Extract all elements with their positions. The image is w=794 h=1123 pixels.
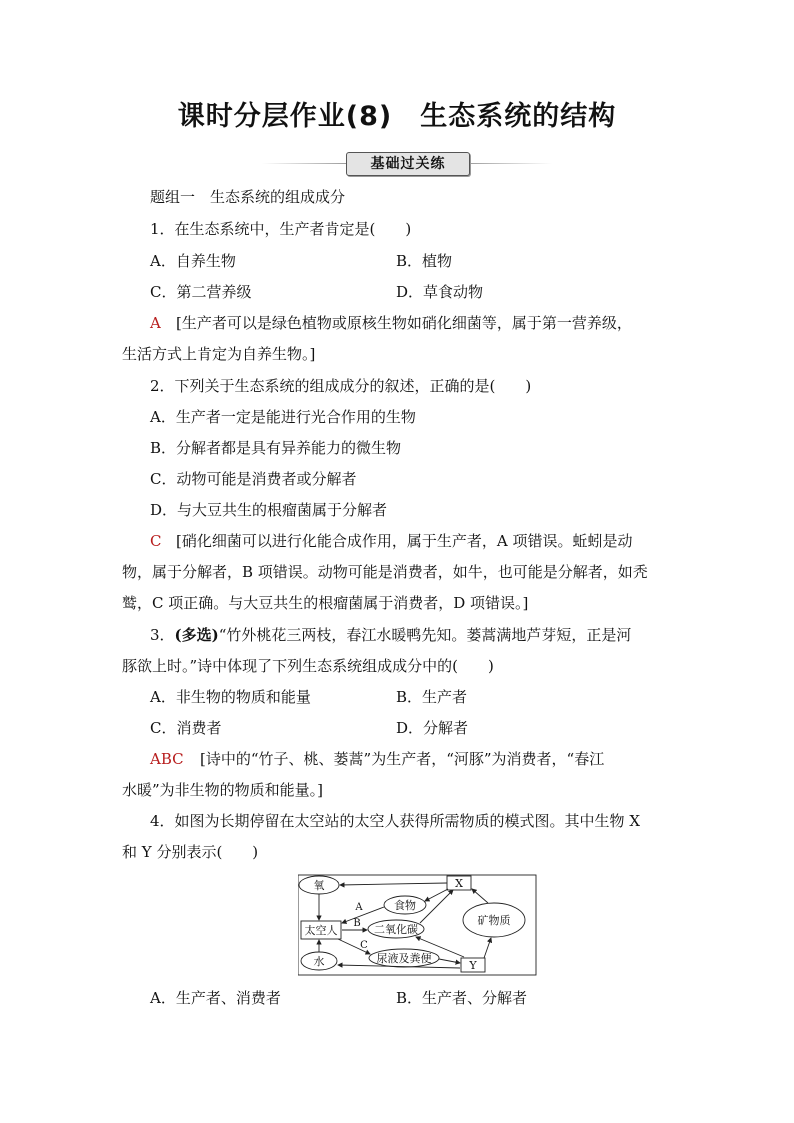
q1-option-d: D．草食动物 xyxy=(396,283,484,301)
q4-option-a: A．生产者、消费者 xyxy=(150,989,281,1007)
oxygen-label: 氧 xyxy=(313,879,325,892)
food-label: 食物 xyxy=(394,899,416,912)
y-label: Y xyxy=(469,959,477,972)
section-banner xyxy=(262,152,552,176)
q1-explanation-2: 生活方式上肯定为自养生物。] xyxy=(122,345,316,363)
arrow-waste-to-y xyxy=(439,959,460,963)
arrow-minerals-to-x xyxy=(472,889,488,903)
q3-option-d: D．分解者 xyxy=(396,719,469,737)
q1-answer: A xyxy=(150,314,161,332)
q3-multi-select-tag: (多选) xyxy=(174,626,219,644)
q3-stem-line-2: 豚欲上时。”诗中体现了下列生态系统组成成分中的( ) xyxy=(122,657,494,675)
x-label: X xyxy=(455,877,463,890)
q2-explanation-1: [硝化细菌可以进行化能合成作用，属于生产者，A 项错误。蚯蚓是动 xyxy=(176,532,633,550)
q2-stem: 2．下列关于生态系统的组成成分的叙述，正确的是( ) xyxy=(150,377,532,395)
q3-option-b: B．生产者 xyxy=(396,688,468,706)
minerals-label: 矿物质 xyxy=(477,914,511,927)
q4-option-b: B．生产者、分解者 xyxy=(396,989,528,1007)
q3-stem xyxy=(150,625,631,645)
arrow-x-to-food xyxy=(425,889,448,901)
q3-answer: ABC xyxy=(150,750,184,768)
q3-explanation-2: 水暖”为非生物的物质和能量。] xyxy=(122,781,324,799)
q2-answer: C xyxy=(150,532,162,550)
page-title: 课时分层作业(8) 生态系统的结构 xyxy=(177,101,617,132)
arrow-label-b: B xyxy=(353,918,361,929)
q1-option-a: A．自养生物 xyxy=(150,252,236,270)
water-label: 水 xyxy=(313,955,325,968)
arrow-x-to-oxygen xyxy=(340,883,447,885)
arrow-y-to-water xyxy=(338,965,460,968)
q1-option-c: C．第二营养级 xyxy=(150,283,252,301)
arrow-food-to-astronaut xyxy=(342,907,384,923)
q1-option-b: B．植物 xyxy=(396,252,453,270)
q2-option-b: B．分解者都是具有异养能力的微生物 xyxy=(150,439,402,457)
q1-explanation-1: [生产者可以是绿色植物或原核生物如硝化细菌等，属于第一营养级， xyxy=(176,314,632,332)
banner-label: 基础过关练 xyxy=(346,152,470,176)
q4-stem: 4．如图为长期停留在太空站的太空人获得所需物质的模式图。其中生物 X xyxy=(150,812,640,830)
q2-explanation-3: 鹫，C 项正确。与大豆共生的根瘤菌属于消费者，D 项错误。] xyxy=(122,594,529,612)
section-heading: 题组一 生态系统的组成成分 xyxy=(150,188,346,206)
q4-diagram xyxy=(298,873,538,979)
q3-stem-text: “竹外桃花三两枝，春江水暖鸭先知。蒌蒿满地芦芽短，正是河 xyxy=(218,626,632,644)
q2-option-c: C．动物可能是消费者或分解者 xyxy=(150,470,357,488)
q4-stem-line-2: 和 Y 分别表示( ) xyxy=(122,843,259,861)
q3-option-a: A．非生物的物质和能量 xyxy=(150,688,311,706)
q3-option-c: C．消费者 xyxy=(150,719,222,737)
q3-number: 3． xyxy=(150,626,175,644)
waste-label: 尿液及粪便 xyxy=(376,952,432,965)
arrow-y-to-minerals xyxy=(484,938,491,958)
arrow-label-c: C xyxy=(360,940,368,951)
q2-explanation-2: 物，属于分解者，B 项错误。动物可能是消费者，如牛，也可能是分解者，如秃 xyxy=(122,563,648,581)
q2-option-a: A．生产者一定是能进行光合作用的生物 xyxy=(150,408,416,426)
q2-option-d: D．与大豆共生的根瘤菌属于分解者 xyxy=(150,501,388,519)
q1-stem: 1．在生态系统中，生产者肯定是( ) xyxy=(150,220,412,238)
astronaut-label: 太空人 xyxy=(304,924,338,937)
arrow-label-a: A xyxy=(355,902,363,913)
co2-label: 二氧化碳 xyxy=(374,923,418,936)
q3-explanation-1: [诗中的“竹子、桃、蒌蒿”为生产者，“河豚”为消费者，“春江 xyxy=(200,750,605,768)
